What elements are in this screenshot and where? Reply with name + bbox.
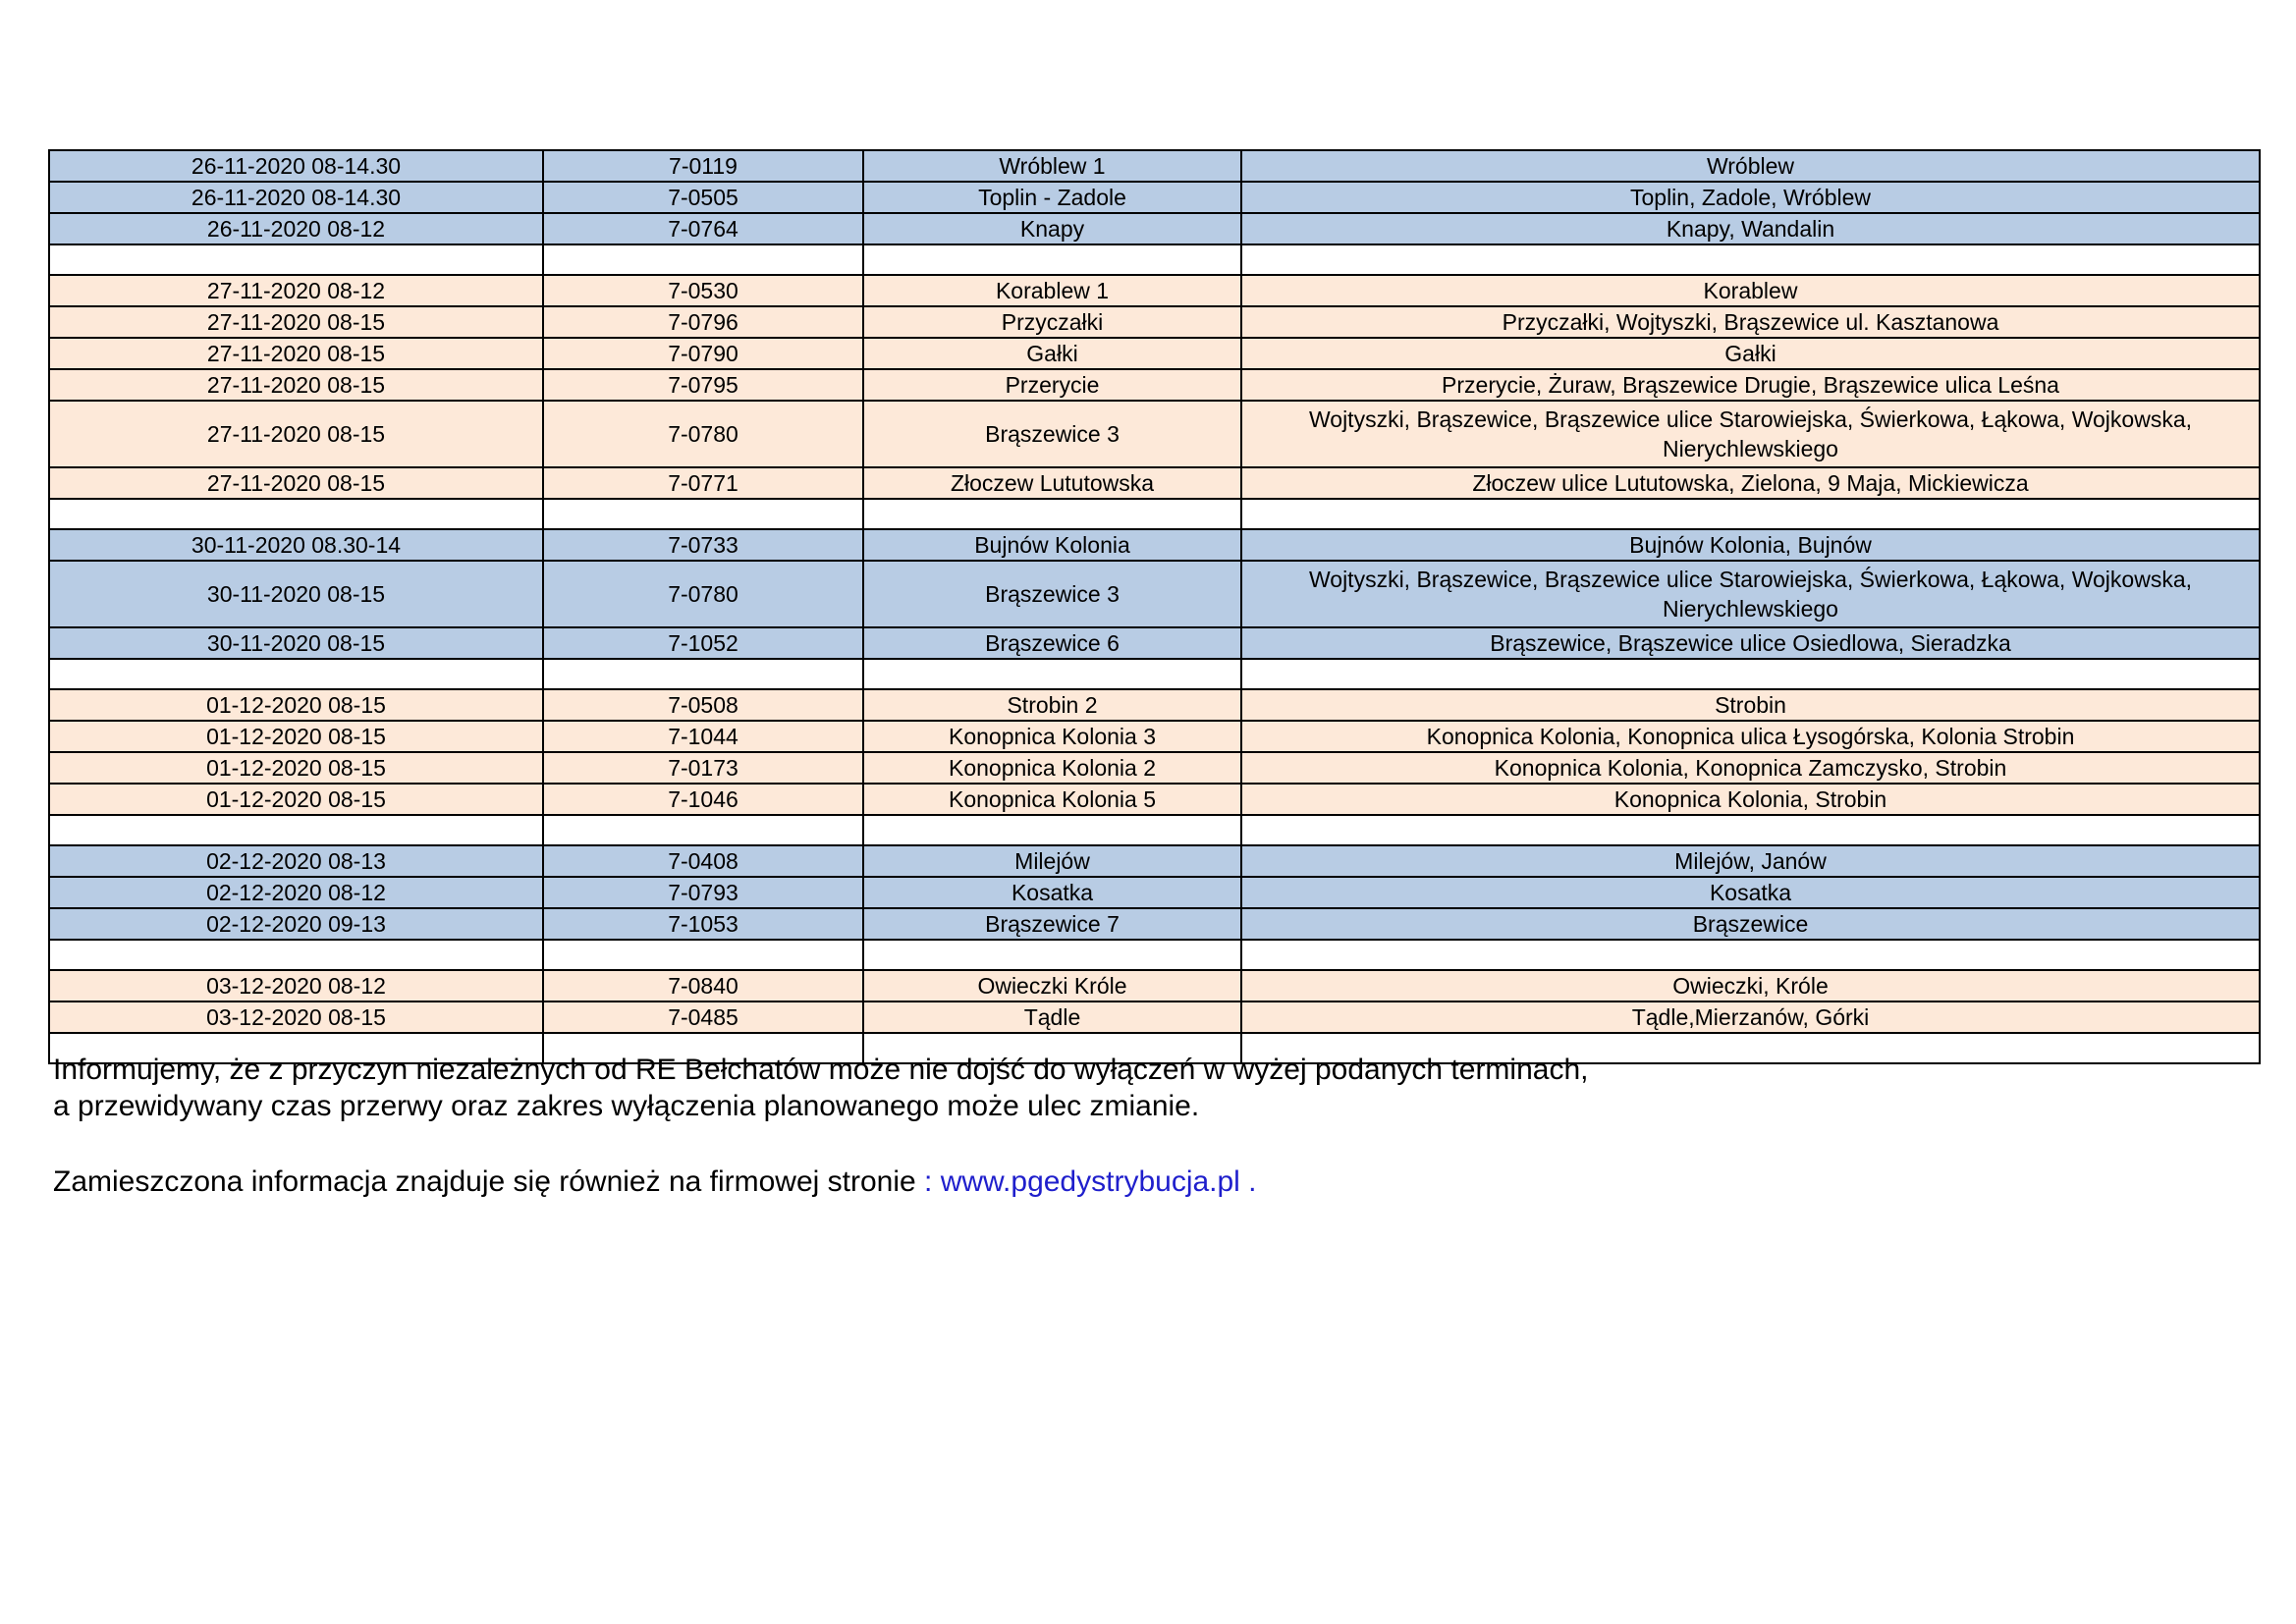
station-code-cell: 7-0793 [543, 877, 863, 908]
station-code-cell: 7-0485 [543, 1001, 863, 1033]
date-cell [49, 940, 543, 970]
area-cell: Tądle,Mierzanów, Górki [1241, 1001, 2260, 1033]
area-cell: Brąszewice, Brąszewice ulice Osiedlowa, Sieradzka [1241, 627, 2260, 659]
station-name-cell: Knapy [863, 213, 1241, 244]
station-code-cell: 7-0173 [543, 752, 863, 784]
date-cell [49, 499, 543, 529]
date-cell: 03-12-2020 08-12 [49, 970, 543, 1001]
table-row [49, 369, 2260, 401]
station-code-cell: 7-0530 [543, 275, 863, 306]
area-cell: Wojtyszki, Brąszewice, Brąszewice ulice Starowiejska, Świerkowa, Łąkowa, Wojkowska, Nierychlewskiego [1241, 401, 2260, 467]
date-cell [49, 659, 543, 689]
separator-row [49, 244, 2260, 275]
station-code-cell: 7-0505 [543, 182, 863, 213]
station-name-cell: Korablew 1 [863, 275, 1241, 306]
area-cell: Milejów, Janów [1241, 845, 2260, 877]
station-name-cell: Toplin - Zadole [863, 182, 1241, 213]
station-code-cell [543, 244, 863, 275]
table-row [49, 306, 2260, 338]
station-name-cell: Kosatka [863, 877, 1241, 908]
station-code-cell: 7-0780 [543, 561, 863, 627]
area-cell: Strobin [1241, 689, 2260, 721]
area-cell: Kosatka [1241, 877, 2260, 908]
schedule-body [49, 150, 2260, 1063]
station-name-cell: Gałki [863, 338, 1241, 369]
table-row [49, 182, 2260, 213]
station-code-cell: 7-0119 [543, 150, 863, 182]
table-row [49, 970, 2260, 1001]
date-cell [49, 244, 543, 275]
station-code-cell [543, 659, 863, 689]
date-cell: 02-12-2020 08-12 [49, 877, 543, 908]
station-code-cell: 7-1052 [543, 627, 863, 659]
station-name-cell: Konopnica Kolonia 2 [863, 752, 1241, 784]
date-cell: 27-11-2020 08-12 [49, 275, 543, 306]
table-row [49, 338, 2260, 369]
table-row [49, 529, 2260, 561]
station-name-cell: Bujnów Kolonia [863, 529, 1241, 561]
table-row [49, 689, 2260, 721]
date-cell: 30-11-2020 08-15 [49, 561, 543, 627]
website-link[interactable]: : www.pgedystrybucja.pl . [915, 1165, 1257, 1198]
date-cell: 01-12-2020 08-15 [49, 752, 543, 784]
table-row [49, 561, 2260, 627]
station-name-cell: Owieczki Króle [863, 970, 1241, 1001]
notice-line-2: a przewidywany czas przerwy oraz zakres wyłączenia planowanego może ulec zmianie. [53, 1090, 1200, 1122]
station-name-cell: Milejów [863, 845, 1241, 877]
table-row [49, 908, 2260, 940]
notice-line-3 [53, 1164, 1257, 1200]
table-row [49, 845, 2260, 877]
area-cell: Toplin, Zadole, Wróblew [1241, 182, 2260, 213]
date-cell: 27-11-2020 08-15 [49, 467, 543, 499]
area-cell: Owieczki, Króle [1241, 970, 2260, 1001]
separator-row [49, 659, 2260, 689]
station-name-cell [863, 499, 1241, 529]
area-cell: Złoczew ulice Lututowska, Zielona, 9 Maja, Mickiewicza [1241, 467, 2260, 499]
station-code-cell: 7-0408 [543, 845, 863, 877]
station-code-cell: 7-0795 [543, 369, 863, 401]
table-row [49, 1001, 2260, 1033]
station-code-cell: 7-0771 [543, 467, 863, 499]
station-code-cell: 7-0796 [543, 306, 863, 338]
date-cell: 26-11-2020 08-14.30 [49, 182, 543, 213]
area-cell: Wróblew [1241, 150, 2260, 182]
station-name-cell [863, 815, 1241, 845]
table-row [49, 627, 2260, 659]
date-cell: 26-11-2020 08-12 [49, 213, 543, 244]
station-name-cell: Brąszewice 3 [863, 561, 1241, 627]
station-code-cell [543, 940, 863, 970]
station-name-cell: Konopnica Kolonia 5 [863, 784, 1241, 815]
area-cell [1241, 244, 2260, 275]
area-cell: Konopnica Kolonia, Strobin [1241, 784, 2260, 815]
table-row [49, 401, 2260, 467]
station-code-cell: 7-0790 [543, 338, 863, 369]
station-code-cell: 7-0508 [543, 689, 863, 721]
date-cell: 01-12-2020 08-15 [49, 721, 543, 752]
station-code-cell: 7-1053 [543, 908, 863, 940]
station-name-cell: Wróblew 1 [863, 150, 1241, 182]
station-name-cell [863, 244, 1241, 275]
station-name-cell: Złoczew Lututowska [863, 467, 1241, 499]
date-cell: 27-11-2020 08-15 [49, 338, 543, 369]
date-cell: 30-11-2020 08.30-14 [49, 529, 543, 561]
table-row [49, 721, 2260, 752]
outage-schedule-table [48, 149, 2261, 1064]
table-row [49, 150, 2260, 182]
area-cell: Knapy, Wandalin [1241, 213, 2260, 244]
separator-row [49, 815, 2260, 845]
separator-row [49, 499, 2260, 529]
area-cell [1241, 940, 2260, 970]
area-cell: Wojtyszki, Brąszewice, Brąszewice ulice Starowiejska, Świerkowa, Łąkowa, Wojkowska, Nierychlewskiego [1241, 561, 2260, 627]
station-name-cell [863, 659, 1241, 689]
table-row [49, 213, 2260, 244]
date-cell: 30-11-2020 08-15 [49, 627, 543, 659]
table-row [49, 752, 2260, 784]
station-name-cell: Brąszewice 3 [863, 401, 1241, 467]
station-code-cell: 7-0840 [543, 970, 863, 1001]
station-code-cell [543, 815, 863, 845]
station-name-cell: Brąszewice 7 [863, 908, 1241, 940]
station-name-cell: Brąszewice 6 [863, 627, 1241, 659]
date-cell: 03-12-2020 08-15 [49, 1001, 543, 1033]
station-code-cell [543, 499, 863, 529]
separator-row [49, 940, 2260, 970]
table-row [49, 275, 2260, 306]
station-name-cell [863, 940, 1241, 970]
station-code-cell: 7-0780 [543, 401, 863, 467]
notice-line-1: Informujemy, że z przyczyn niezależnych od RE Bełchatów może nie dojść do wyłączeń w wyżej podanych terminach, [53, 1054, 1589, 1086]
area-cell: Brąszewice [1241, 908, 2260, 940]
area-cell: Korablew [1241, 275, 2260, 306]
station-code-cell: 7-1044 [543, 721, 863, 752]
station-name-cell: Tądle [863, 1001, 1241, 1033]
station-name-cell: Strobin 2 [863, 689, 1241, 721]
table-row [49, 467, 2260, 499]
area-cell: Przerycie, Żuraw, Brąszewice Drugie, Brąszewice ulica Leśna [1241, 369, 2260, 401]
date-cell: 01-12-2020 08-15 [49, 689, 543, 721]
area-cell [1241, 815, 2260, 845]
table-row [49, 784, 2260, 815]
station-code-cell: 7-0733 [543, 529, 863, 561]
date-cell [49, 815, 543, 845]
date-cell: 27-11-2020 08-15 [49, 369, 543, 401]
area-cell: Bujnów Kolonia, Bujnów [1241, 529, 2260, 561]
area-cell: Konopnica Kolonia, Konopnica Zamczysko, Strobin [1241, 752, 2260, 784]
station-name-cell: Konopnica Kolonia 3 [863, 721, 1241, 752]
area-cell: Konopnica Kolonia, Konopnica ulica Łysogórska, Kolonia Strobin [1241, 721, 2260, 752]
area-cell: Przyczałki, Wojtyszki, Brąszewice ul. Kasztanowa [1241, 306, 2260, 338]
date-cell: 27-11-2020 08-15 [49, 401, 543, 467]
date-cell: 02-12-2020 08-13 [49, 845, 543, 877]
date-cell: 01-12-2020 08-15 [49, 784, 543, 815]
area-cell [1241, 499, 2260, 529]
station-code-cell: 7-1046 [543, 784, 863, 815]
notice-website-text: Zamieszczona informacja znajduje się również na firmowej stronie [53, 1165, 916, 1198]
area-cell [1241, 659, 2260, 689]
date-cell: 27-11-2020 08-15 [49, 306, 543, 338]
date-cell: 02-12-2020 09-13 [49, 908, 543, 940]
station-name-cell: Przerycie [863, 369, 1241, 401]
area-cell: Gałki [1241, 338, 2260, 369]
date-cell: 26-11-2020 08-14.30 [49, 150, 543, 182]
station-code-cell: 7-0764 [543, 213, 863, 244]
table-row [49, 877, 2260, 908]
station-name-cell: Przyczałki [863, 306, 1241, 338]
